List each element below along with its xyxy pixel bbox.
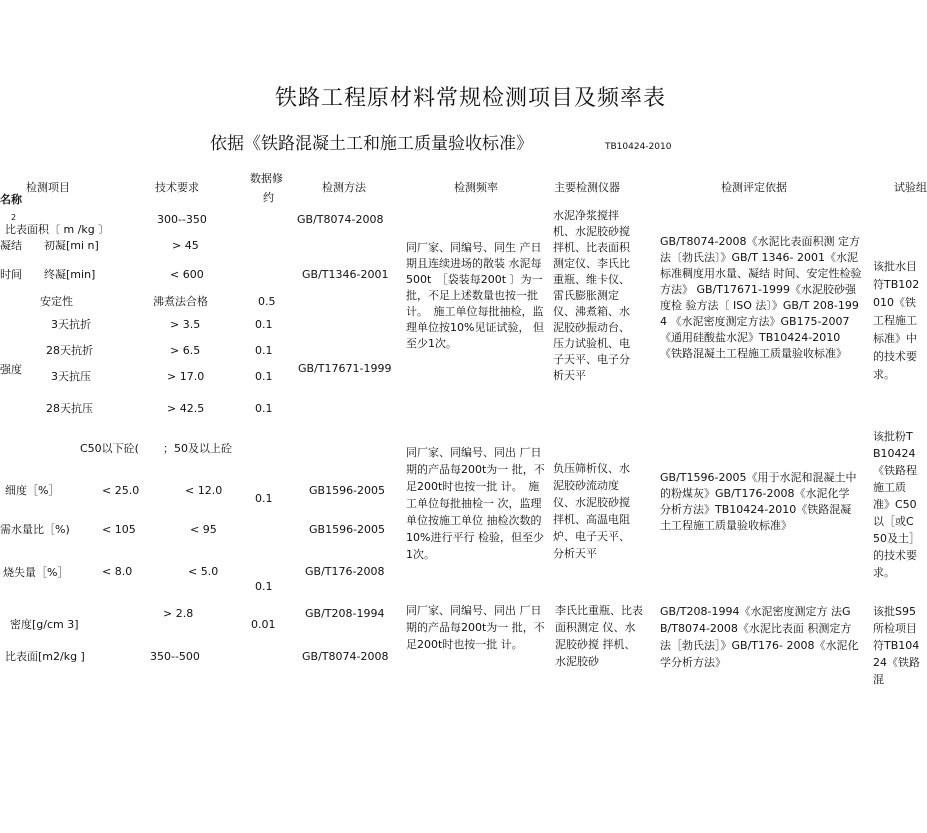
flyash-loss-high: < 5.0 [188,565,219,578]
cement-comp28-req: > 42.5 [167,402,205,415]
cement-soundness-item: 安定性 [40,295,73,308]
cement-comp3-item: 3天抗压 [51,370,91,383]
slag-surface-item: 比表面[m2/kg ] [5,650,85,663]
cement-comp3-req: > 17.0 [167,370,205,383]
flyash-class-high: ；50及以上砼 [163,442,232,455]
slag-density-item: 密度[g/cm 3] [10,618,79,631]
header-correction-1: 数据修 [250,172,283,185]
page-subtitle: 依据《铁路混凝土工和施工质量验收标准》 [210,134,533,154]
cement-final-set-req: < 600 [170,268,204,281]
slag-density-corr: 0.01 [251,618,276,631]
cement-instruments: 水泥净浆搅拌机、水泥胶砂搅拌机、比表面积测定仪、李氏比重瓶、维卡仪、雷氏膨胀测定仪、沸煮箱、水泥胶砂振动台、压力试验机、电子天平、电子分析天平 [553,209,630,382]
flyash-loss-item: 烧失量［%］ [3,566,69,579]
cement-flex3-req: > 3.5 [170,318,201,331]
cement-flex28-corr: 0.1 [255,344,273,357]
cement-final-set-method: GB/T1346-2001 [302,268,389,281]
cement-strength-name: 强度 [0,363,22,376]
flyash-loss-method: GB/T176-2008 [305,565,385,578]
slag-frequency: 同厂家、同编号、同出 厂日期的产品每200t为一 批，不足200t时也按一批 计。 [406,604,545,651]
cement-flex28-item: 28天抗折 [46,344,93,357]
flyash-fineness-low: < 25.0 [102,484,140,497]
cement-strength-method: GB/T17671-1999 [298,362,392,375]
slag-instruments: 李氏比重瓶、比表面积测定 仪、水泥胶砂搅 拌机、水泥胶砂 [555,604,643,668]
flyash-fineness-corr: 0.1 [255,492,273,505]
cement-comp28-item: 28天抗压 [46,402,93,415]
cement-setting-name: 凝结 [0,239,22,252]
flyash-water-ratio-method: GB1596-2005 [309,523,386,536]
cement-surface-area-item: 比表面积〔 m /kg 〕 [5,223,110,236]
cement-flex28-req: > 6.5 [170,344,201,357]
flyash-loss-low: < 8.0 [102,565,133,578]
cement-soundness-corr: 0.5 [258,295,276,308]
slag-surface-req: 350--500 [150,650,200,663]
flyash-loss-corr: 0.1 [255,580,273,593]
slag-test-unit: 该批S95所检项目符TB10424《铁路混 [873,605,920,686]
flyash-fineness-item: 细度［%］ [5,484,60,497]
cement-final-set-item: 终凝[min] [44,268,96,281]
header-instruments: 主要检测仪器 [554,181,620,194]
flyash-water-ratio-high: < 95 [190,523,217,536]
header-frequency: 检测频率 [454,181,498,194]
header-basis: 检测评定依据 [721,181,787,194]
flyash-basis: GB/T1596-2005《用于水泥和混凝土中的粉煤灰》GB/T176-2008《水泥化学分析方法》TB10424-2010《铁路混凝土工程施工质量验收标准》 [660,471,857,532]
flyash-water-ratio-low: < 105 [102,523,136,536]
flyash-frequency: 同厂家、同编号、同出 厂日期的产品每200t为一 批，不足200t时也按一批 计。 施工单位每批抽检一 次，监理单位按施工单位 抽检次数的10%进行平行 检验，但至少1次。 [406,446,545,561]
flyash-instruments: 负压筛析仪、水泥胶砂流动度仪、水泥胶砂搅拌机、高温电阻炉、电子天平、分析天平 [553,462,630,560]
cement-time-name: 时间 [0,268,22,281]
header-item: 检测项目 [26,181,70,194]
flyash-water-ratio-item: 需水量比［%) [0,523,70,536]
slag-surface-method: GB/T8074-2008 [302,650,389,663]
cement-comp28-corr: 0.1 [255,402,273,415]
header-correction-2: 约 [263,191,274,204]
cement-initial-set-req: > 45 [172,239,199,252]
header-requirement: 技术要求 [155,181,199,194]
flyash-fineness-high: < 12.0 [185,484,223,497]
cement-flex3-item: 3天抗折 [51,318,91,331]
cement-comp3-corr: 0.1 [255,370,273,383]
cement-flex3-corr: 0.1 [255,318,273,331]
cement-basis: GB/T8074-2008《水泥比表面积测 定方法〔勃氏法〕》GB/T 1346- 2001《水泥标准稠度用水量、凝结 时间、安定性检验方法》 GB/T17671-1999《水泥胶砂强度检 验方法〔 ISO 法〕》GB/T 208-1994 《水泥密度测定方法》GB175-2007 《通用硅酸盐水泥》TB10424-2010《铁路混凝土工程施工质量验收标准》 [660,235,862,360]
header-test-unit: 试验组 [894,181,927,194]
cement-initial-set-item: 初凝[mi n] [44,239,99,252]
flyash-test-unit: 该批粉TB10424《铁路程施工质准》C50以［或C50及土］的技术要求。 [873,430,920,579]
header-name: 名称 [0,193,22,206]
header-method: 检测方法 [322,181,366,194]
slag-density-method: GB/T208-1994 [305,607,385,620]
page-title: 铁路工程原材料常规检测项目及频率表 [275,86,667,111]
cement-test-unit: 该批水目符TB102010《铁工程施工标准》中的技术要求。 [873,260,920,381]
cement-surface-area-req: 300--350 [157,213,207,226]
cement-surface-area-method: GB/T8074-2008 [297,213,384,226]
cement-soundness-req: 沸煮法合格 [153,295,208,308]
slag-basis: GB/T208-1994《水泥密度测定方 法GB/T8074-2008《水泥比表面 积测定方法［勃氏法］》GB/T176- 2008《水泥化学分析方法》 [660,605,859,669]
standard-code: TB10424-2010 [605,142,672,152]
flyash-class-low: C50以下砼( [80,442,139,455]
cement-frequency: 同厂家、同编号、同生 产日期且连续进场的散装 水泥每500t ［袋装每200t 〕为一批，不足上述数量也按一批计。 施工单位每批抽检，监 理单位按10%见证试验， 但至少1次。 [406,241,544,350]
cement-surface-superscript: 2 [11,213,17,222]
slag-density-req: > 2.8 [163,607,194,620]
flyash-fineness-method: GB1596-2005 [309,484,386,497]
